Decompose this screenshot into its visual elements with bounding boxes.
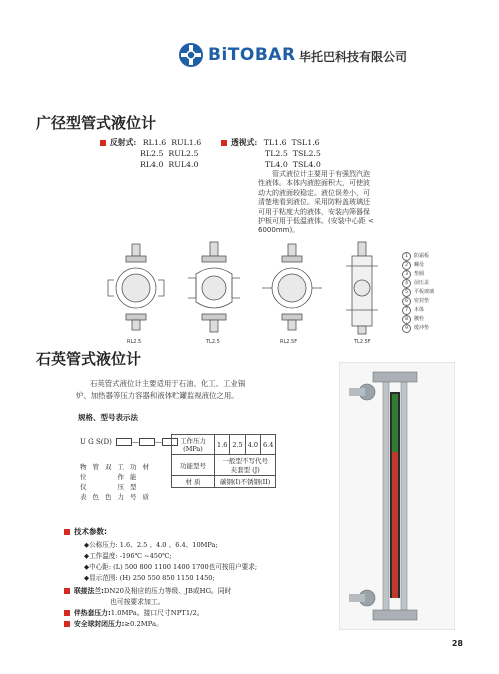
- code-label: 管 色: [92, 463, 99, 501]
- model: RL1.6: [142, 138, 167, 147]
- diagram-label: TL2.5: [206, 339, 220, 345]
- bullet-square-icon: [64, 529, 70, 535]
- desc-line: 护板可用于低温液体。(安装中心距 <: [258, 217, 374, 226]
- model: RUL4.0: [168, 160, 199, 169]
- model: RL4.0: [140, 160, 164, 169]
- material-label: 材 质: [172, 476, 215, 488]
- bullet-square-icon: [221, 140, 227, 146]
- legend-item: 5 平板玻璃: [402, 288, 434, 297]
- bullet-item: 联接法兰:DN20及相应的压力等级、JB或HG。同时: [64, 586, 231, 597]
- quartz-gauge-photo: [339, 362, 455, 630]
- diagram-tl25f: [346, 242, 378, 334]
- code-label: 双 色: [105, 463, 112, 501]
- legend-item: 9 缓冲垫: [402, 324, 434, 333]
- diagram-label: TL2.5F: [354, 339, 371, 345]
- code-label: 材 质: [142, 463, 149, 501]
- bitobar-logo-icon: [178, 42, 204, 68]
- legend-item: 8 腰栓: [402, 315, 434, 324]
- diagram-label: RL2.5: [127, 339, 142, 345]
- tech-item: ◆中心距: (L) 500 800 1100 1400 1700也可按用户要求;: [84, 563, 258, 571]
- spec-table: [171, 434, 276, 488]
- model: TL1.6: [263, 138, 287, 147]
- gauge-cross-section-diagrams: [96, 240, 396, 336]
- bullet-item: 安全球封闭压力:≥0.2MPa。: [64, 619, 231, 630]
- bullet-item-cont: 也可按要求加工。: [110, 598, 165, 606]
- code-label: 工 作 压 力: [117, 463, 124, 501]
- code-label: 物 位 仪 表: [80, 463, 87, 501]
- model-code-text: U G S(D): [80, 438, 112, 446]
- model-code-labels: [80, 462, 170, 502]
- section-title-wide-tube: 广径型管式液位计: [36, 114, 157, 132]
- model: RL2.5: [140, 149, 164, 158]
- spec-title: 规格、型号表示法: [78, 413, 138, 422]
- trans-models: [221, 137, 321, 170]
- desc-line: 6000mm)。: [258, 226, 300, 235]
- pressure-value: 4.0: [245, 435, 260, 455]
- model: RUL1.6: [171, 138, 202, 147]
- model: TL4.0: [265, 160, 288, 169]
- model-code: U G S(D) — —: [80, 438, 178, 446]
- legend-item: 6 密封垫: [402, 297, 434, 306]
- model: TSL4.0: [292, 160, 321, 169]
- tech-item: ◆显示范围: (H) 250 550 850 1150 1450;: [84, 574, 215, 582]
- material-value: 碳钢(I)不锈钢(II): [215, 476, 276, 488]
- legend-item: 4 前压盖: [402, 279, 434, 288]
- quartz-intro: [76, 378, 316, 402]
- desc-line: 可用于粘度大的液体，安装内筛器保: [258, 207, 370, 216]
- page-number: 28: [451, 639, 463, 648]
- legend-item: 7 本体: [402, 306, 434, 315]
- diagram-rl25: [108, 244, 164, 330]
- pressure-value: 6.4: [261, 435, 276, 455]
- legend-item: 2 螺母: [402, 261, 434, 270]
- bullet-item: 伴热套压力:1.0MPa。接口尺寸NPT1/2。: [64, 608, 231, 619]
- function-value: 一般型不写代号 夹套型 (J): [215, 455, 276, 476]
- company-name: 毕托巴科技有限公司: [299, 50, 408, 64]
- desc-line: 动大的液面较稳定。液位误差小，可: [258, 188, 370, 197]
- reflex-models: [100, 137, 201, 170]
- trans-label: 透视式:: [231, 138, 258, 147]
- pressure-label: 工作压力 (MPa): [172, 435, 215, 455]
- reflex-label: 反射式:: [110, 138, 137, 147]
- diagram-label: RL2.5F: [280, 339, 298, 345]
- part-legend: [402, 252, 434, 333]
- tech-item: ◆工作温度: -196℃ ~450℃;: [84, 552, 172, 560]
- pressure-value: 2.5: [230, 435, 245, 455]
- bullet-square-icon: [100, 140, 106, 146]
- pressure-value: 1.6: [215, 435, 230, 455]
- intro-line: 石英管式液位计主要适用于石油、化工、工业锅: [90, 379, 246, 388]
- section-title-quartz-tube: 石英管式液位计: [36, 350, 142, 368]
- bullet-list: [64, 586, 231, 630]
- desc-line: 性液体。本体内液腔面积大，可使波: [258, 179, 370, 188]
- wide-tube-description: [258, 170, 408, 236]
- model: TSL1.6: [291, 138, 320, 147]
- tech-params-list: [84, 540, 257, 584]
- tech-item: ◆公称压力: 1.6、2.5 、4.0 、6.4、10MPa;: [84, 541, 218, 549]
- model: TL2.5: [265, 149, 288, 158]
- legend-item: 3 垫圈: [402, 270, 434, 279]
- legend-item: 1 防霜板: [402, 252, 434, 261]
- desc-line: 清楚地看到液位。采用防粉盖玻璃还: [258, 198, 370, 207]
- diagram-rl25f: [262, 244, 322, 330]
- intro-line: 炉、加热器等压力容器和液体贮罐监视液位之用。: [76, 391, 239, 400]
- model: RUL2.5: [168, 149, 199, 158]
- function-label: 功能型号: [172, 455, 215, 476]
- desc-line: 管式液位计主要用于有强烈汽泡: [272, 170, 370, 178]
- tech-title: 技术参数:: [64, 526, 107, 537]
- model: TSL2.5: [292, 149, 321, 158]
- diagram-tl25: [188, 242, 240, 332]
- code-label: 功 能 型 号: [130, 463, 137, 501]
- brand-name: BiTOBAR: [208, 45, 296, 65]
